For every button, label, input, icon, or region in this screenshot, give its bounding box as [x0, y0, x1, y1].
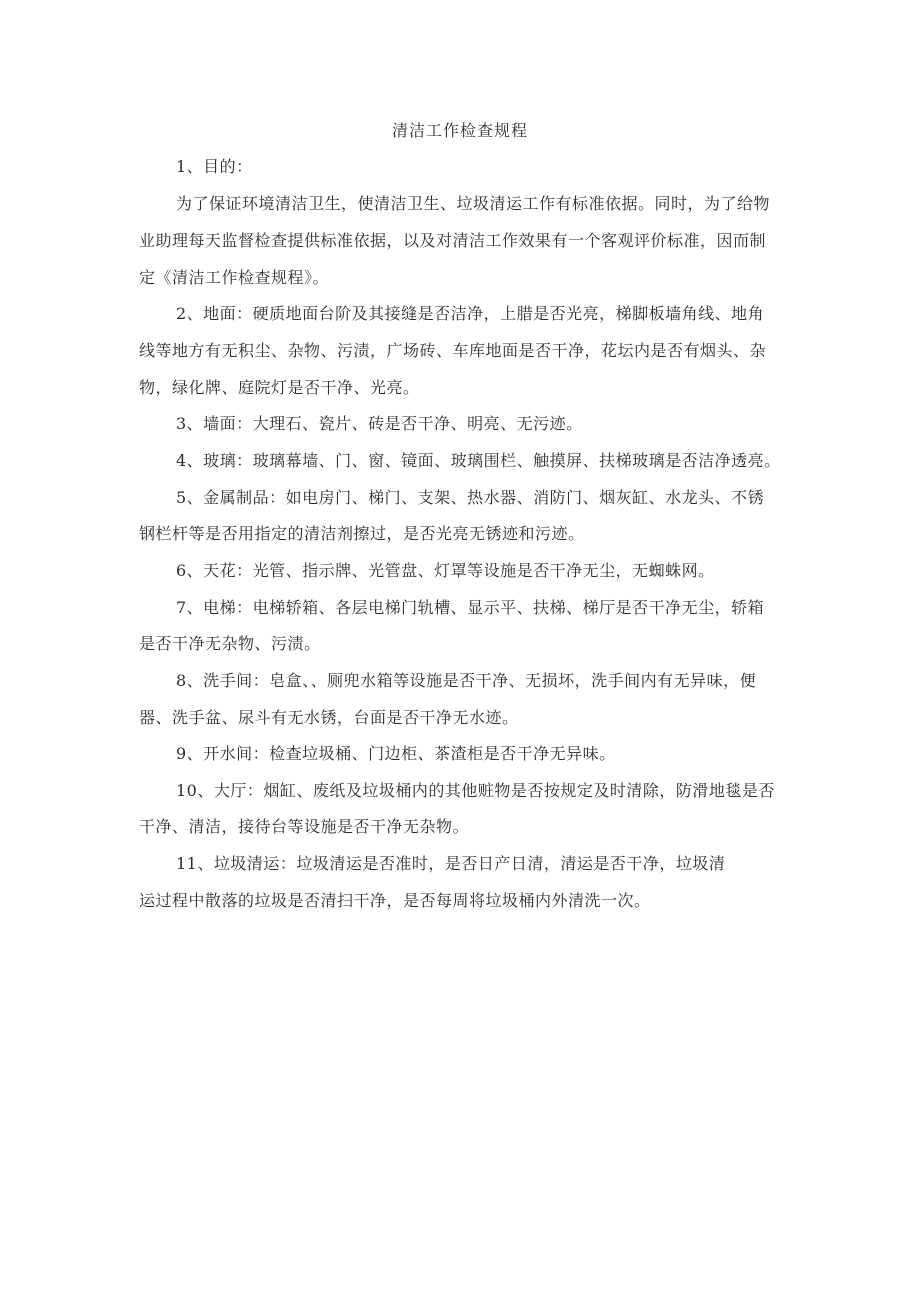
- section-8-line: 8、洗手间：皂盒、、厕兜水箱等设施是否干净、无损坏，洗手间内有无异味，便: [176, 671, 757, 690]
- paragraph-line: 干净、清洁，接待台等设施是否干净无杂物。: [139, 817, 470, 836]
- section-3-line: 3、墙面：大理石、瓷片、砖是否干净、明亮、无污迹。: [176, 414, 583, 433]
- section-9-line: 9、开水间：检查垃圾桶、门边柜、茶渣柜是否干净无异味。: [176, 744, 616, 763]
- paragraph-line: 物，绿化牌、庭院灯是否干净、光亮。: [139, 378, 420, 397]
- paragraph-line: 运过程中散落的垃圾是否清扫干净，是否每周将垃圾桶内外清洗一次。: [139, 891, 651, 910]
- section-10-line: 10、大厅：烟缸、废纸及垃圾桶内的其他赃物是否按规定及时清除，防滑地毯是否: [176, 781, 775, 800]
- paragraph-line: 是否干净无杂物、污渍。: [139, 634, 321, 653]
- section-7-line: 7、电梯：电梯轿箱、各层电梯门轨槽、显示平、扶梯、梯厅是否干净无尘，轿箱: [176, 598, 765, 617]
- section-4-line: 4、玻璃：玻璃幕墙、门、窗、镜面、玻璃围栏、触摸屏、扶梯玻璃是否洁净透亮。: [176, 451, 781, 470]
- section-5-line: 5、金属制品：如电房门、梯门、支架、热水器、消防门、烟灰缸、水龙头、不锈: [176, 488, 765, 507]
- document-title: 清洁工作检查规程: [391, 121, 528, 140]
- paragraph-line: 器、洗手盆、尿斗有无水锈，台面是否干净无水迹。: [139, 708, 519, 727]
- paragraph-line: 业助理每天监督检查提供标准依据，以及对清洁工作效果有一个客观评价标准，因而制: [139, 231, 767, 250]
- paragraph-line: 定《清洁工作检查规程》。: [139, 268, 330, 287]
- paragraph-line: 为了保证环境清洁卫生，使清洁卫生、垃圾清运工作有标准依据。同时，为了给物: [176, 194, 771, 213]
- paragraph-line: 钢栏杆等是否用指定的清洁剂擦过，是否光亮无锈迹和污迹。: [139, 524, 585, 543]
- section-2-line: 2、地面：硬质地面台阶及其接缝是否洁净，上腊是否光亮，梯脚板墙角线、地角: [176, 304, 765, 323]
- section-6-line: 6、天花：光管、指示牌、光管盘、灯罩等设施是否干净无尘，无蜘蛛网。: [176, 561, 715, 580]
- section-1-heading: 1、目的：: [176, 157, 253, 176]
- paragraph-line: 线等地方有无积尘、杂物、污渍，广场砖、车库地面是否干净，花坛内是否有烟头、杂: [139, 341, 767, 360]
- section-11-line: 11、垃圾清运：垃圾清运是否准时，是否日产日清，清运是否干净，垃圾清: [176, 854, 726, 873]
